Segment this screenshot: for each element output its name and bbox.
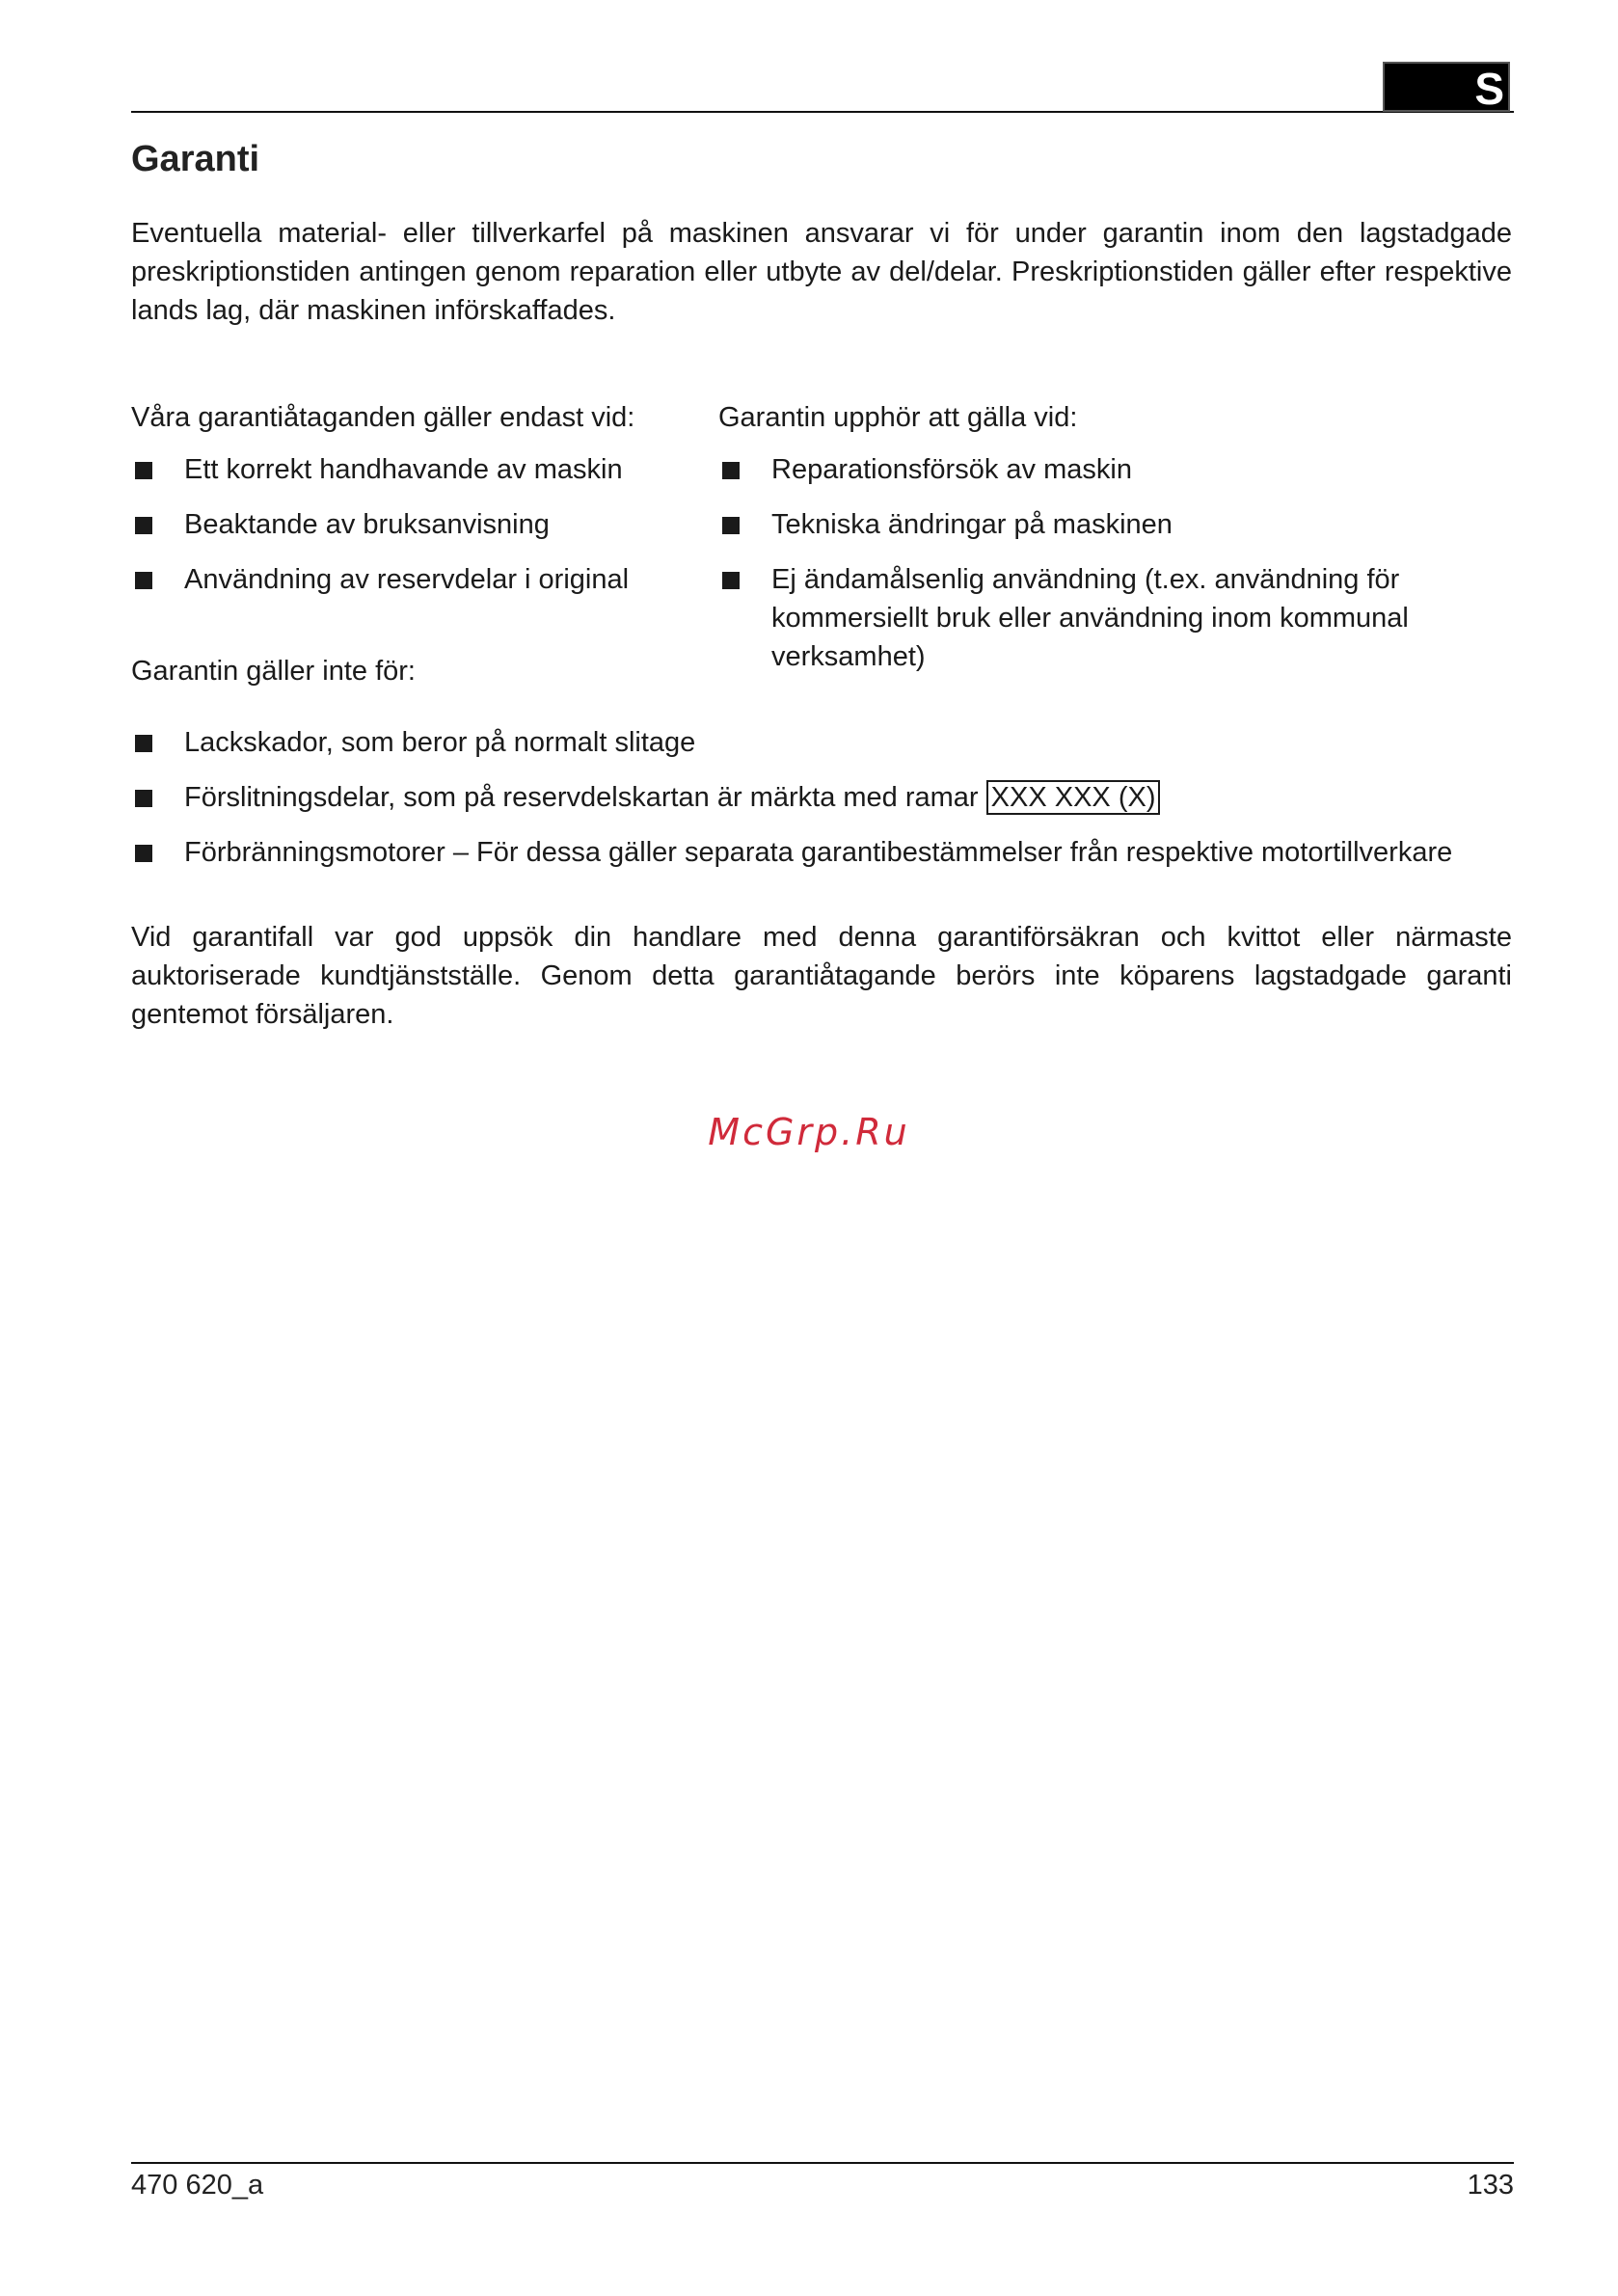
list-item: [131, 723, 1512, 762]
warranty-void-heading: Garantin upphör att gälla vid:: [718, 402, 1078, 433]
list-item-text: Beaktande av bruksanvisning: [184, 509, 550, 540]
list-item-text: Ett korrekt handhavande av maskin: [184, 454, 623, 485]
framed-part-code: XXX XXX (X): [986, 780, 1161, 815]
footer-rule: [131, 2162, 1514, 2164]
list-item: [131, 778, 1512, 817]
bullet-square-icon: [135, 790, 152, 807]
list-item-text: Ej ändamålsenlig användning (t.ex. användning för kommersiellt bruk eller användning inom kommunal verksamhet): [771, 564, 1409, 672]
not-covered-list: [131, 723, 1512, 872]
list-item-text: Användning av reservdelar i original: [184, 564, 630, 595]
bullet-square-icon: [722, 517, 740, 534]
list-item-text: Förslitningsdelar, som på reservdelskartan är märkta med ramar: [184, 782, 979, 813]
not-covered-heading: Garantin gäller inte för:: [131, 656, 416, 687]
bullet-square-icon: [135, 572, 152, 589]
document-number: 470 620_a: [131, 2170, 264, 2201]
list-item: [131, 450, 671, 489]
page-title: Garanti: [131, 139, 260, 179]
bullet-square-icon: [135, 462, 152, 479]
intro-paragraph: Eventuella material- eller tillverkarfel på maskinen ansvarar vi för under garantin inom den lagstadgade preskriptionstiden antingen genom reparation eller utbyte av del/delar. Preskriptionstiden gäller efter respektive lands lag, där maskinen införskaffades.: [131, 218, 1512, 326]
list-item-text: Lackskador, som beror på normalt slitage: [184, 727, 696, 758]
closing-paragraph: Vid garantifall var god uppsök din handlare med denna garantiförsäkran och kvittot eller närmaste auktoriserade kundtjänstställe. Genom detta garantiåtagande berörs inte köparens lagstadgade garanti gentemot försäljaren.: [131, 922, 1512, 1030]
warranty-valid-heading: Våra garantiåtaganden gäller endast vid:: [131, 402, 635, 433]
warranty-valid-list: [131, 450, 671, 599]
list-item-text: Tekniska ändringar på maskinen: [771, 509, 1173, 540]
watermark-text: McGrp.Ru: [708, 1111, 910, 1153]
bullet-square-icon: [722, 572, 740, 589]
list-item: [131, 560, 671, 599]
language-tab: S: [1383, 62, 1510, 112]
list-item-text: Förbränningsmotorer – För dessa gäller separata garantibestämmelser från respektive motortillverkare: [184, 837, 1453, 868]
warranty-valid-section: [131, 398, 671, 615]
bullet-square-icon: [135, 845, 152, 862]
page-number: 133: [1467, 2170, 1514, 2201]
list-item: [718, 450, 1490, 489]
list-item: [131, 833, 1512, 872]
list-item: [718, 560, 1490, 676]
warranty-void-section: [718, 398, 1490, 692]
header-rule: [131, 111, 1514, 113]
bullet-square-icon: [135, 517, 152, 534]
list-item: [131, 505, 671, 544]
bullet-square-icon: [135, 735, 152, 752]
list-item: [718, 505, 1490, 544]
list-item-text: Reparationsförsök av maskin: [771, 454, 1132, 485]
warranty-void-list: [718, 450, 1490, 676]
not-covered-section: [131, 723, 1512, 888]
bullet-square-icon: [722, 462, 740, 479]
